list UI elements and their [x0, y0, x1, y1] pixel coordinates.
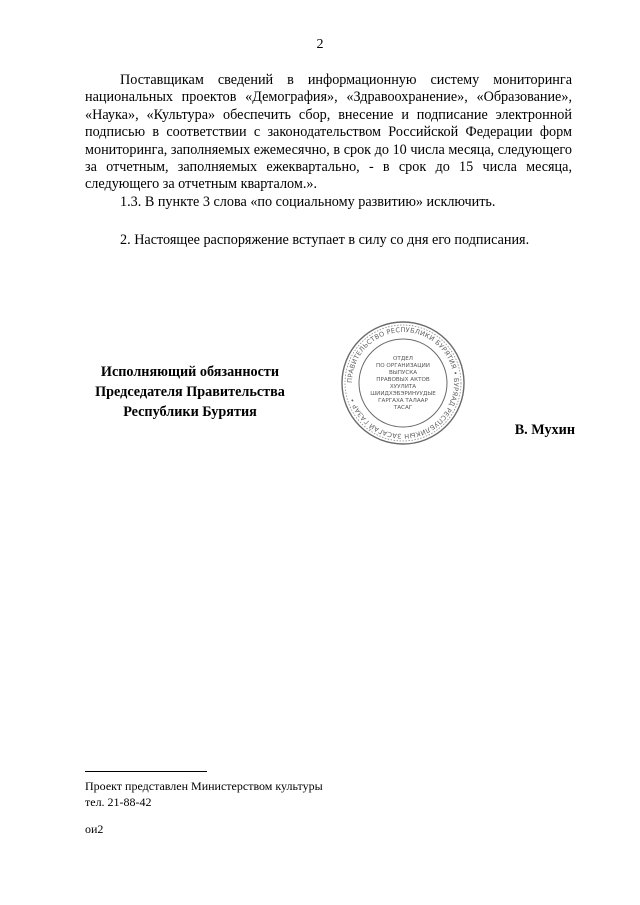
document-body [85, 72, 572, 250]
svg-text:ШИИДХЭБЭРИНУУДЫЕ: ШИИДХЭБЭРИНУУДЫЕ [370, 391, 436, 397]
page-number: 2 [316, 37, 324, 52]
paragraph-2: 2. Настоящее распоряжение вступает в силу со дня его подписания. [120, 232, 530, 249]
svg-text:ПРАВОВЫХ АКТОВ: ПРАВОВЫХ АКТОВ [376, 377, 430, 383]
signatory-title-line: Исполняющий обязанности [100, 364, 280, 380]
svg-text:ТАСАГ: ТАСАГ [393, 405, 413, 411]
signatory-title [83, 362, 297, 422]
paragraph-suppliers: Поставщикам сведений в информационную систему мониторинга национальных проектов «Демография», «Здравоохранение», «Образование», «Наука», «Культура» обеспечить сбор, внесение и подписание электронной подписью в соответствии с законодательством Российской Федерации форм мониторинга, заполняемых ежемесячно, в срок до 10 числа месяца, следующего за отчетным, заполняемых ежеквартально, - в срок до 15 числа месяца, следующего за отчетным кварталом.». [85, 72, 572, 193]
svg-text:ПО ОРГАНИЗАЦИИ: ПО ОРГАНИЗАЦИИ [376, 363, 430, 369]
svg-text:ПРАВИТЕЛЬСТВО РЕСПУБЛИКИ БУРЯТ: ПРАВИТЕЛЬСТВО РЕСПУБЛИКИ БУРЯТИЯ • БУРЯАД РЕСПУБЛИКЫН ЗАСАГАЙ ГАЗАР • [345, 325, 461, 441]
official-seal-stamp [340, 320, 466, 446]
svg-text:ВЫПУСКА: ВЫПУСКА [388, 370, 418, 376]
svg-text:ХУУЛИТА: ХУУЛИТА [389, 384, 417, 390]
signatory-title-line: Республики Бурятия [123, 404, 257, 420]
document-code: ои2 [85, 822, 104, 836]
footnote-divider [85, 771, 207, 772]
svg-text:ГАРГАХА ТАЛААР: ГАРГАХА ТАЛААР [378, 398, 428, 404]
footnote-phone: тел. 21-88-42 [85, 795, 152, 809]
signatory-name: В. Мухин [514, 422, 575, 438]
paragraph-1-3: 1.3. В пункте 3 слова «по социальному развитию» исключить. [120, 193, 496, 210]
svg-text:ОТДЕЛ: ОТДЕЛ [393, 356, 413, 362]
footnote-submitted-by: Проект представлен Министерством культуры [85, 779, 323, 793]
signatory-title-line: Председателя Правительства [95, 384, 285, 400]
footnote [85, 778, 323, 810]
